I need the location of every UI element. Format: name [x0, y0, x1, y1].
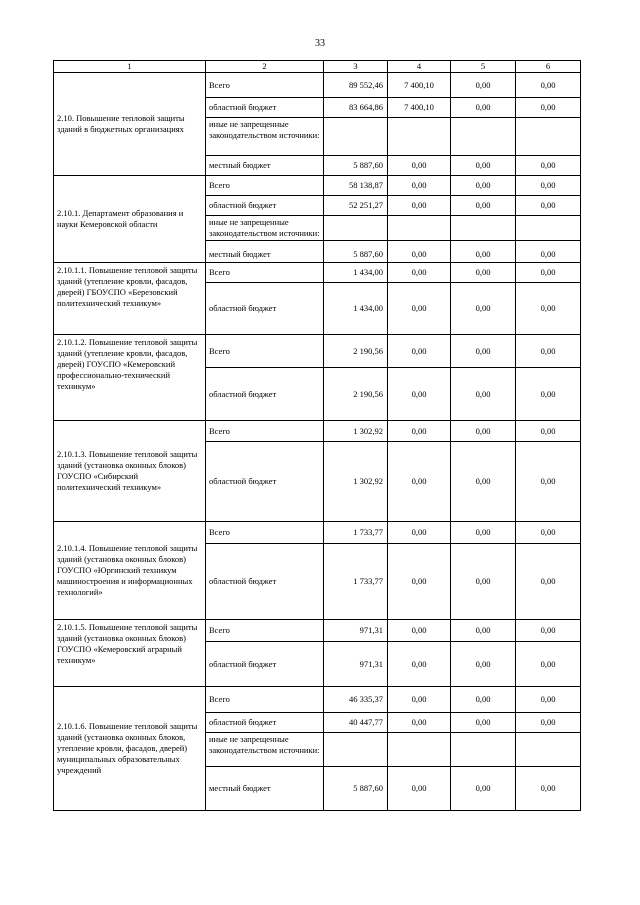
amount-cell: 0,00 [516, 98, 581, 118]
amount-cell: 0,00 [388, 713, 451, 733]
amount-cell: 0,00 [451, 767, 516, 811]
section-title: 2.10.1.5. Повышение тепловой защиты зданий (установка оконных блоков) ГОУСПО «Кемеровский аграрный техникум» [54, 620, 206, 687]
budget-table-body [54, 61, 581, 811]
amount-cell: 0,00 [451, 544, 516, 620]
amount-cell: 0,00 [516, 713, 581, 733]
amount-cell: 0,00 [388, 421, 451, 442]
amount-cell: 0,00 [516, 283, 581, 335]
amount-cell: 0,00 [451, 241, 516, 263]
amount-cell: 7 400,10 [388, 73, 451, 98]
section-title: 2.10.1.4. Повышение тепловой защиты зданий (установка оконных блоков) ГОУСПО «Юргинский техникум машиностроения и информационных технологий» [54, 522, 206, 620]
amount-cell: 0,00 [388, 263, 451, 283]
amount-cell: 5 887,60 [324, 767, 388, 811]
header-cell-4: 4 [388, 61, 451, 73]
section-title: 2.10.1.1. Повышение тепловой защиты зданий (утепление кровли, фасадов, дверей) ГБОУСПО «Березовский политехнический техникум» [54, 263, 206, 335]
amount-cell: 5 887,60 [324, 241, 388, 263]
amount-cell: 0,00 [516, 620, 581, 642]
section-title: 2.10. Повышение тепловой защиты зданий в бюджетных организациях [54, 73, 206, 176]
amount-cell: 0,00 [388, 687, 451, 713]
amount-cell: 1 733,77 [324, 522, 388, 544]
amount-cell: 0,00 [388, 442, 451, 522]
amount-cell: 0,00 [516, 263, 581, 283]
table-row [54, 620, 581, 642]
amount-cell [451, 216, 516, 241]
section-title: 2.10.1.3. Повышение тепловой защиты зданий (установка оконных блоков) ГОУСПО «Сибирский политехнический техникум» [54, 421, 206, 522]
section-title: 2.10.1.2. Повышение тепловой защиты зданий (утепление кровли, фасадов, дверей) ГОУСПО «Кемеровский профессионально-технический техникум» [54, 335, 206, 421]
amount-cell [324, 216, 388, 241]
amount-cell: 0,00 [388, 335, 451, 368]
table-row [54, 73, 581, 98]
amount-cell: 1 434,00 [324, 263, 388, 283]
amount-cell: 0,00 [451, 283, 516, 335]
amount-cell: 0,00 [388, 522, 451, 544]
funding-source: областной бюджет [206, 544, 324, 620]
budget-table [53, 60, 581, 811]
amount-cell: 0,00 [516, 544, 581, 620]
amount-cell: 0,00 [451, 196, 516, 216]
amount-cell [451, 118, 516, 156]
amount-cell: 0,00 [451, 335, 516, 368]
amount-cell: 0,00 [451, 156, 516, 176]
funding-source: Всего [206, 335, 324, 368]
amount-cell: 0,00 [388, 196, 451, 216]
amount-cell: 0,00 [516, 176, 581, 196]
funding-source: Всего [206, 421, 324, 442]
funding-source: иные не запрещенные законодательством источники: [206, 216, 324, 241]
amount-cell: 0,00 [388, 642, 451, 687]
section-title: 2.10.1.6. Повышение тепловой защиты зданий (установка оконных блоков, утепление кровли, фасадов, дверей) муниципальных образовательных учреждений [54, 687, 206, 811]
amount-cell: 0,00 [516, 442, 581, 522]
amount-cell: 0,00 [516, 767, 581, 811]
amount-cell: 1 434,00 [324, 283, 388, 335]
amount-cell [324, 118, 388, 156]
header-cell-2: 2 [206, 61, 324, 73]
amount-cell [324, 733, 388, 767]
header-cell-5: 5 [451, 61, 516, 73]
amount-cell [451, 733, 516, 767]
amount-cell: 7 400,10 [388, 98, 451, 118]
amount-cell: 89 552,46 [324, 73, 388, 98]
table-row [54, 335, 581, 368]
amount-cell: 971,31 [324, 642, 388, 687]
amount-cell: 2 190,56 [324, 368, 388, 421]
amount-cell: 0,00 [451, 98, 516, 118]
section-title: 2.10.1. Департамент образования и науки Кемеровской области [54, 176, 206, 263]
amount-cell [516, 216, 581, 241]
amount-cell: 0,00 [451, 620, 516, 642]
amount-cell: 0,00 [451, 73, 516, 98]
amount-cell: 0,00 [451, 176, 516, 196]
amount-cell: 58 138,87 [324, 176, 388, 196]
amount-cell: 0,00 [388, 156, 451, 176]
funding-source: Всего [206, 620, 324, 642]
funding-source: областной бюджет [206, 442, 324, 522]
amount-cell: 0,00 [388, 767, 451, 811]
amount-cell [388, 118, 451, 156]
amount-cell: 0,00 [451, 263, 516, 283]
funding-source: иные не запрещенные законодательством источники: [206, 118, 324, 156]
amount-cell: 0,00 [516, 241, 581, 263]
header-cell-1: 1 [54, 61, 206, 73]
amount-cell: 0,00 [516, 196, 581, 216]
funding-source: областной бюджет [206, 713, 324, 733]
funding-source: областной бюджет [206, 196, 324, 216]
amount-cell: 2 190,56 [324, 335, 388, 368]
amount-cell: 83 664,86 [324, 98, 388, 118]
table-row [54, 687, 581, 713]
table-row [54, 263, 581, 283]
table-row [54, 522, 581, 544]
amount-cell: 0,00 [516, 368, 581, 421]
amount-cell: 52 251,27 [324, 196, 388, 216]
amount-cell: 0,00 [388, 544, 451, 620]
amount-cell: 0,00 [451, 421, 516, 442]
header-cell-6: 6 [516, 61, 581, 73]
amount-cell: 0,00 [516, 421, 581, 442]
amount-cell [516, 118, 581, 156]
amount-cell: 0,00 [516, 156, 581, 176]
amount-cell: 0,00 [451, 442, 516, 522]
funding-source: местный бюджет [206, 767, 324, 811]
amount-cell: 40 447,77 [324, 713, 388, 733]
amount-cell: 1 302,92 [324, 421, 388, 442]
amount-cell: 0,00 [451, 687, 516, 713]
funding-source: Всего [206, 687, 324, 713]
funding-source: областной бюджет [206, 283, 324, 335]
funding-source: Всего [206, 73, 324, 98]
header-cell-3: 3 [324, 61, 388, 73]
funding-source: областной бюджет [206, 642, 324, 687]
page-number: 33 [315, 38, 325, 49]
amount-cell: 0,00 [388, 620, 451, 642]
amount-cell: 0,00 [516, 522, 581, 544]
amount-cell: 0,00 [451, 713, 516, 733]
amount-cell: 971,31 [324, 620, 388, 642]
amount-cell [516, 733, 581, 767]
amount-cell: 0,00 [451, 522, 516, 544]
funding-source: областной бюджет [206, 98, 324, 118]
amount-cell: 0,00 [451, 642, 516, 687]
amount-cell: 0,00 [516, 687, 581, 713]
amount-cell: 0,00 [516, 73, 581, 98]
amount-cell: 46 335,37 [324, 687, 388, 713]
amount-cell [388, 216, 451, 241]
table-row [54, 176, 581, 196]
amount-cell: 5 887,60 [324, 156, 388, 176]
funding-source: местный бюджет [206, 241, 324, 263]
header-row [54, 61, 581, 73]
table-row [54, 421, 581, 442]
funding-source: местный бюджет [206, 156, 324, 176]
amount-cell: 0,00 [516, 335, 581, 368]
funding-source: иные не запрещенные законодательством источники: [206, 733, 324, 767]
amount-cell: 0,00 [388, 176, 451, 196]
amount-cell [388, 733, 451, 767]
amount-cell: 1 733,77 [324, 544, 388, 620]
funding-source: Всего [206, 263, 324, 283]
funding-source: областной бюджет [206, 368, 324, 421]
amount-cell: 0,00 [451, 368, 516, 421]
amount-cell: 0,00 [516, 642, 581, 687]
funding-source: Всего [206, 176, 324, 196]
amount-cell: 1 302,92 [324, 442, 388, 522]
amount-cell: 0,00 [388, 241, 451, 263]
funding-source: Всего [206, 522, 324, 544]
amount-cell: 0,00 [388, 283, 451, 335]
amount-cell: 0,00 [388, 368, 451, 421]
